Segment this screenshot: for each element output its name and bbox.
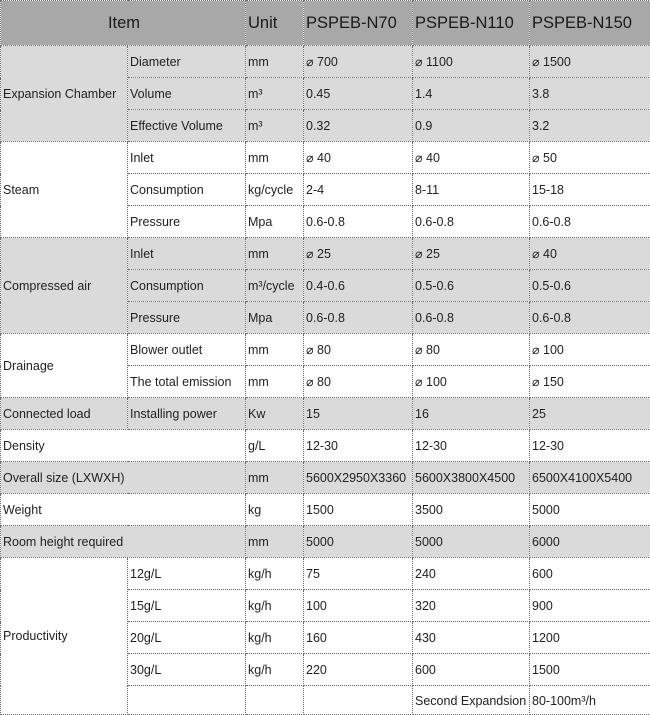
table-body <box>1 46 650 715</box>
header-model-n70: PSPEB-N70 <box>304 1 413 46</box>
group-label: Steam <box>1 142 128 238</box>
value-cell: 15-18 <box>530 174 650 206</box>
value-cell: ⌀ 1100 <box>413 46 530 78</box>
unit-cell: Mpa <box>246 302 304 334</box>
value-cell: 320 <box>413 590 530 622</box>
value-cell: 12-30 <box>413 430 530 462</box>
unit-cell: kg/h <box>246 654 304 686</box>
value-cell: 160 <box>304 622 413 654</box>
table-row <box>1 46 650 78</box>
value-cell: 0.32 <box>304 110 413 142</box>
unit-cell: m³/cycle <box>246 270 304 302</box>
value-cell: 3.2 <box>530 110 650 142</box>
value-cell: ⌀ 100 <box>530 334 650 366</box>
unit-cell: mm <box>246 238 304 270</box>
unit-cell: kg/h <box>246 590 304 622</box>
value-cell: ⌀ 40 <box>413 142 530 174</box>
value-cell: 0.6-0.8 <box>530 206 650 238</box>
sub-item-label: 12g/L <box>128 558 246 590</box>
unit-cell <box>246 686 304 715</box>
unit-cell: kg <box>246 494 304 526</box>
row-label: Density <box>1 430 246 462</box>
value-cell: ⌀ 80 <box>304 334 413 366</box>
value-cell: 6500X4100X5400 <box>530 462 650 494</box>
unit-cell: m³ <box>246 110 304 142</box>
table-row <box>1 430 650 462</box>
value-cell: 1500 <box>304 494 413 526</box>
value-cell: 80-100m³/h <box>530 686 650 715</box>
sub-item-label: Installing power <box>128 398 246 430</box>
value-cell: 1200 <box>530 622 650 654</box>
value-cell: 240 <box>413 558 530 590</box>
value-cell: ⌀ 80 <box>413 334 530 366</box>
value-cell: ⌀ 700 <box>304 46 413 78</box>
value-cell: 15 <box>304 398 413 430</box>
row-label: Overall size (LXWXH) <box>1 462 246 494</box>
value-cell: 5600X3800X4500 <box>413 462 530 494</box>
value-cell: 0.9 <box>413 110 530 142</box>
value-cell: 0.5-0.6 <box>413 270 530 302</box>
sub-item-label <box>128 686 246 715</box>
sub-item-label: The total emission <box>128 366 246 398</box>
value-cell: 5000 <box>530 494 650 526</box>
row-label: Room height required <box>1 526 246 558</box>
value-cell: 0.5-0.6 <box>530 270 650 302</box>
value-cell: 1.4 <box>413 78 530 110</box>
unit-cell: kg/h <box>246 622 304 654</box>
value-cell: ⌀ 40 <box>530 238 650 270</box>
unit-cell: kg/cycle <box>246 174 304 206</box>
value-cell: 0.4-0.6 <box>304 270 413 302</box>
sub-item-label: Consumption <box>128 174 246 206</box>
sub-item-label: Inlet <box>128 142 246 174</box>
value-cell: 430 <box>413 622 530 654</box>
sub-item-label: Pressure <box>128 206 246 238</box>
sub-item-label: Consumption <box>128 270 246 302</box>
value-cell: 5600X2950X3360 <box>304 462 413 494</box>
unit-cell: Mpa <box>246 206 304 238</box>
sub-item-label: Diameter <box>128 46 246 78</box>
value-cell: 5000 <box>413 526 530 558</box>
value-cell: 100 <box>304 590 413 622</box>
value-cell: 2-4 <box>304 174 413 206</box>
value-cell: ⌀ 80 <box>304 366 413 398</box>
value-cell: 600 <box>413 654 530 686</box>
value-cell: ⌀ 25 <box>413 238 530 270</box>
group-label: Connected load <box>1 398 128 430</box>
value-cell: 0.6-0.8 <box>530 302 650 334</box>
unit-cell: mm <box>246 142 304 174</box>
value-cell: 220 <box>304 654 413 686</box>
group-label: Compressed air <box>1 238 128 334</box>
value-cell: 8-11 <box>413 174 530 206</box>
unit-cell: mm <box>246 526 304 558</box>
table-row <box>1 558 650 590</box>
value-cell: 1500 <box>530 654 650 686</box>
unit-cell: kg/h <box>246 558 304 590</box>
value-cell: ⌀ 40 <box>304 142 413 174</box>
value-cell: 12-30 <box>304 430 413 462</box>
row-label: Weight <box>1 494 246 526</box>
sub-item-label: 15g/L <box>128 590 246 622</box>
table-row <box>1 462 650 494</box>
sub-item-label: Inlet <box>128 238 246 270</box>
value-cell: 16 <box>413 398 530 430</box>
sub-item-label: Blower outlet <box>128 334 246 366</box>
value-cell: 0.6-0.8 <box>413 302 530 334</box>
sub-item-label: 20g/L <box>128 622 246 654</box>
unit-cell: mm <box>246 46 304 78</box>
table-row <box>1 238 650 270</box>
header-model-n110: PSPEB-N110 <box>413 1 530 46</box>
value-cell: Second Expandsion <box>413 686 530 715</box>
value-cell: 600 <box>530 558 650 590</box>
value-cell: ⌀ 1500 <box>530 46 650 78</box>
value-cell: 12-30 <box>530 430 650 462</box>
header-row <box>1 1 650 46</box>
unit-cell: mm <box>246 462 304 494</box>
value-cell: 3500 <box>413 494 530 526</box>
header-model-n150: PSPEB-N150 <box>530 1 650 46</box>
header-item: Item <box>1 1 246 46</box>
table-row <box>1 526 650 558</box>
sub-item-label: Effective Volume <box>128 110 246 142</box>
value-cell: 0.45 <box>304 78 413 110</box>
value-cell: 5000 <box>304 526 413 558</box>
unit-cell: Kw <box>246 398 304 430</box>
value-cell: 3.8 <box>530 78 650 110</box>
value-cell: ⌀ 150 <box>530 366 650 398</box>
value-cell: 0.6-0.8 <box>413 206 530 238</box>
value-cell: 6000 <box>530 526 650 558</box>
value-cell: 0.6-0.8 <box>304 302 413 334</box>
value-cell <box>304 686 413 715</box>
table-row <box>1 142 650 174</box>
table-row <box>1 494 650 526</box>
group-label: Productivity <box>1 558 128 715</box>
unit-cell: mm <box>246 334 304 366</box>
table-row <box>1 398 650 430</box>
unit-cell: m³ <box>246 78 304 110</box>
sub-item-label: 30g/L <box>128 654 246 686</box>
sub-item-label: Volume <box>128 78 246 110</box>
group-label: Expansion Chamber <box>1 46 128 142</box>
value-cell: 0.6-0.8 <box>304 206 413 238</box>
unit-cell: mm <box>246 366 304 398</box>
header-unit: Unit <box>246 1 304 46</box>
value-cell: ⌀ 50 <box>530 142 650 174</box>
value-cell: 25 <box>530 398 650 430</box>
table-row <box>1 334 650 366</box>
unit-cell: g/L <box>246 430 304 462</box>
sub-item-label: Pressure <box>128 302 246 334</box>
value-cell: ⌀ 25 <box>304 238 413 270</box>
value-cell: ⌀ 100 <box>413 366 530 398</box>
value-cell: 75 <box>304 558 413 590</box>
group-label: Drainage <box>1 334 128 398</box>
value-cell: 900 <box>530 590 650 622</box>
